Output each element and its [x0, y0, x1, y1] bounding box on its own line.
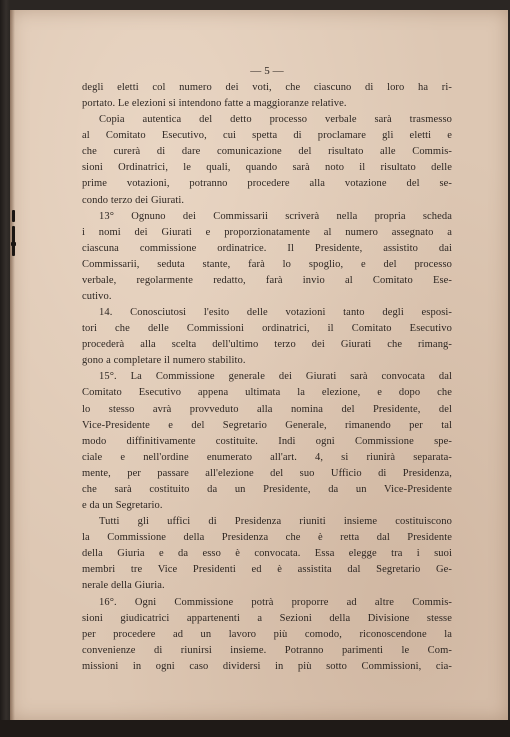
text-line: 13° Ognuno dei Commissarii scriverà nella propria scheda: [99, 210, 452, 222]
binding-mark: [12, 226, 15, 256]
paragraph: [82, 369, 452, 514]
text-line: gono a completare il numero stabilito.: [82, 355, 246, 367]
text-line: tori che delle Commissioni ordinatrici, il Comitato Esecutivo: [82, 323, 452, 335]
text-line: procederà alla scelta dell'ultimo terzo dei Giurati che rimang-: [82, 339, 452, 351]
text-line: per procedere ad un lavoro più comodo, riconoscendone la: [82, 628, 452, 640]
text-line: verbale, regolarmente redatto, farà invio al Comitato Ese-: [82, 274, 452, 286]
text-line: che curerà di dare comunicazione del risultato alle Commis-: [82, 146, 452, 158]
binding-mark: [12, 210, 15, 222]
paragraph: [82, 112, 452, 208]
text-line: modo diffinitivamente costituite. Indi ogni Commissione spe-: [82, 435, 452, 447]
text-line: lo stesso avrà provveduto alla nomina del Presidente, del: [82, 403, 452, 415]
page-number: — 5 —: [250, 65, 284, 77]
text-line: ciale e nell'ordine enumerato all'art. 4, si riunirà separata-: [82, 451, 452, 463]
text-line: membri tre Vice Presidenti ed è assistita dal Segretario Ge-: [82, 564, 452, 576]
text-line: i nomi dei Giurati e proporzionatamente al numero assegnato a: [82, 226, 452, 238]
paragraph: [82, 595, 452, 675]
binding-mark: [11, 242, 16, 246]
text-line: Commissarii, seduta stante, farà lo spoglio, e del processo: [82, 258, 452, 270]
text-line: della Giuria e da esso è convocata. Essa elegge tra i suoi: [82, 548, 452, 560]
text-line: Comitato Esecutivo appena ultimata la elezione, e dopo che: [82, 387, 452, 399]
paragraph: [82, 80, 452, 112]
page-edge-shadow: [10, 10, 15, 720]
text-line: condo terzo dei Giurati.: [82, 194, 185, 206]
scan-bottom-border: [0, 720, 510, 737]
text-line: Copia autentica del detto processo verbale sarà trasmesso: [99, 114, 452, 126]
text-line: mente, per passare all'elezione del suo Ufficio di Presidenza,: [82, 467, 452, 479]
text-line: e da un Segretario.: [82, 500, 163, 512]
text-line: 16°. Ogni Commissione potrà proporre ad altre Commis-: [99, 596, 452, 608]
paragraph-list: [82, 80, 452, 675]
text-line: sioni giudicatrici appartenenti a Sezioni della Divisione stesse: [82, 612, 452, 624]
text-line: cutivo.: [82, 291, 112, 303]
text-line: 14. Conosciutosi l'esito delle votazioni tanto degli esposi-: [99, 307, 452, 319]
text-line: ciascuna commissione ordinatrice. Il Presidente, assistito dai: [82, 242, 452, 254]
text-line: Tutti gli uffici di Presidenza riuniti insieme costituiscono: [99, 516, 452, 528]
text-line: degli eletti col numero dei voti, che ciascuno di loro ha ri-: [82, 82, 452, 93]
paragraph: [82, 209, 452, 305]
text-line: nerale della Giuria.: [82, 580, 165, 592]
text-line: prime votazioni, potranno procedere alla votazione del se-: [82, 178, 452, 190]
text-line: che sarà costituito da un Presidente, da un Vice-Presidente: [82, 483, 452, 495]
text-line: Vice-Presidente e del Segretario Generale, rimanendo per tal: [82, 419, 452, 431]
document-body: [82, 64, 452, 675]
text-line: sioni Ordinatrici, le quali, quando sarà noto il risultato delle: [82, 162, 452, 174]
text-line: al Comitato Esecutivo, cui spetta di proclamare gli eletti e: [82, 130, 452, 142]
paragraph: [82, 514, 452, 594]
text-line: 15°. La Commissione generale dei Giurati sarà convocata dal: [99, 371, 452, 383]
paragraph: [82, 305, 452, 369]
text-line: missioni in ogni caso dividersi in più sotto Commissioni, cia-: [82, 660, 452, 672]
text-line: la Commissione della Presidenza che è retta dal Presidente: [82, 532, 452, 544]
text-line: convenienze di riunirsi insieme. Potranno parimenti le Com-: [82, 644, 452, 656]
text-line: portato. Le elezioni si intendono fatte a maggioranze relative.: [82, 98, 347, 110]
